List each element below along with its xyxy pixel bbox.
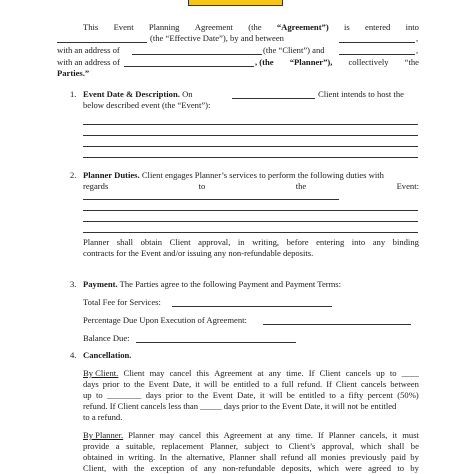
event-description-line-3[interactable]: [83, 146, 418, 147]
intro-comma-1: ,: [416, 33, 419, 43]
cancel-planner-line-3: obtained in writing. In the alternative, Planner shall refund all monies previously paid by: [83, 452, 419, 462]
section-2-approval-line-2: contracts for the Event and/or issuing any non-refundable deposits.: [83, 248, 314, 258]
section-1-line-2: below described event (the “Event”):: [83, 100, 211, 110]
percentage-due-label: Percentage Due Upon Execution of Agreement:: [83, 315, 247, 325]
section-4-number: 4.: [70, 350, 77, 360]
section-2-approval-line-1: Planner shall obtain Client approval, in writing, before entering into any binding: [83, 237, 419, 247]
duties-line-2[interactable]: [83, 210, 418, 211]
planner-address-blank[interactable]: [124, 66, 254, 67]
client-address-blank[interactable]: [132, 54, 262, 55]
event-description-line-2[interactable]: [83, 135, 418, 136]
section-3-heading: Payment. The Parties agree to the following Payment and Payment Terms:: [83, 279, 342, 289]
section-4-heading: Cancellation.: [83, 350, 132, 360]
cancel-client-line-3: up to ________ days prior to the Event Date, it will be entitled to a fifty percent (50%): [83, 390, 419, 400]
balance-due-label: Balance Due:: [83, 333, 130, 343]
total-fee-label: Total Fee for Services:: [83, 297, 161, 307]
logo-banner: [188, 0, 283, 6]
intro-line-1: This Event Planning Agreement (the “Agreement”) is entered into: [83, 22, 419, 32]
cancel-client-line-2: days prior to the Event Date, it will be entitled to a full refund. If Client cancels between: [83, 379, 419, 389]
cancel-client-line-4: refund. If Client cancels less than _____ days prior to the Event Date, it will not be entitled: [83, 401, 397, 411]
event-date-blank[interactable]: [232, 98, 315, 99]
cancel-client-line-1: By Client. Client may cancel this Agreement at any time. If Client cancels up to ____: [83, 368, 419, 378]
intro-comma-2: ,: [416, 45, 419, 55]
section-1-rest: Client intends to host the: [318, 89, 404, 99]
section-1-number: 1.: [70, 89, 77, 99]
cancel-planner-line-1: By Planner. Planner may cancel this Agreement at any time. If Planner cancels, it must: [83, 430, 419, 440]
section-2-heading: Planner Duties. Client engages Planner’s services to perform the following duties with: [83, 170, 384, 180]
planner-name-blank[interactable]: [339, 54, 415, 55]
section-3-number: 3.: [70, 279, 77, 289]
client-name-blank[interactable]: [339, 42, 415, 43]
total-fee-blank[interactable]: [172, 306, 332, 307]
section-2-line-2: regards to the Event:: [83, 181, 419, 191]
cancel-planner-line-2: provide a suitable, replacement Planner, subject to Client’s approval, which shall be: [83, 441, 419, 451]
section-2-number: 2.: [70, 170, 77, 180]
event-description-line-4[interactable]: [83, 157, 418, 158]
section-1-heading: Event Date & Description. On: [83, 89, 193, 99]
intro-line-4b: , (the “Planner”), collectively “the: [255, 57, 419, 67]
cancel-planner-line-4: Client, with the exception of any non-refundable deposits, which were agreed to by: [83, 463, 419, 473]
intro-line-3a: with an address of: [57, 45, 120, 55]
duties-line-4[interactable]: [83, 232, 418, 233]
intro-line-2: (the “Effective Date”), by and between: [150, 33, 284, 43]
event-description-line-1[interactable]: [83, 124, 418, 125]
duties-line-1[interactable]: [83, 199, 339, 200]
intro-line-3b: (the “Client”) and: [263, 45, 325, 55]
intro-line-5: Parties.”: [57, 68, 90, 78]
cancel-client-line-5: to a refund.: [83, 412, 123, 422]
duties-line-3[interactable]: [83, 221, 418, 222]
balance-due-blank[interactable]: [136, 342, 296, 343]
percentage-due-blank[interactable]: [263, 324, 411, 325]
effective-date-blank[interactable]: [57, 42, 147, 43]
intro-line-4a: with an address of: [57, 57, 120, 67]
